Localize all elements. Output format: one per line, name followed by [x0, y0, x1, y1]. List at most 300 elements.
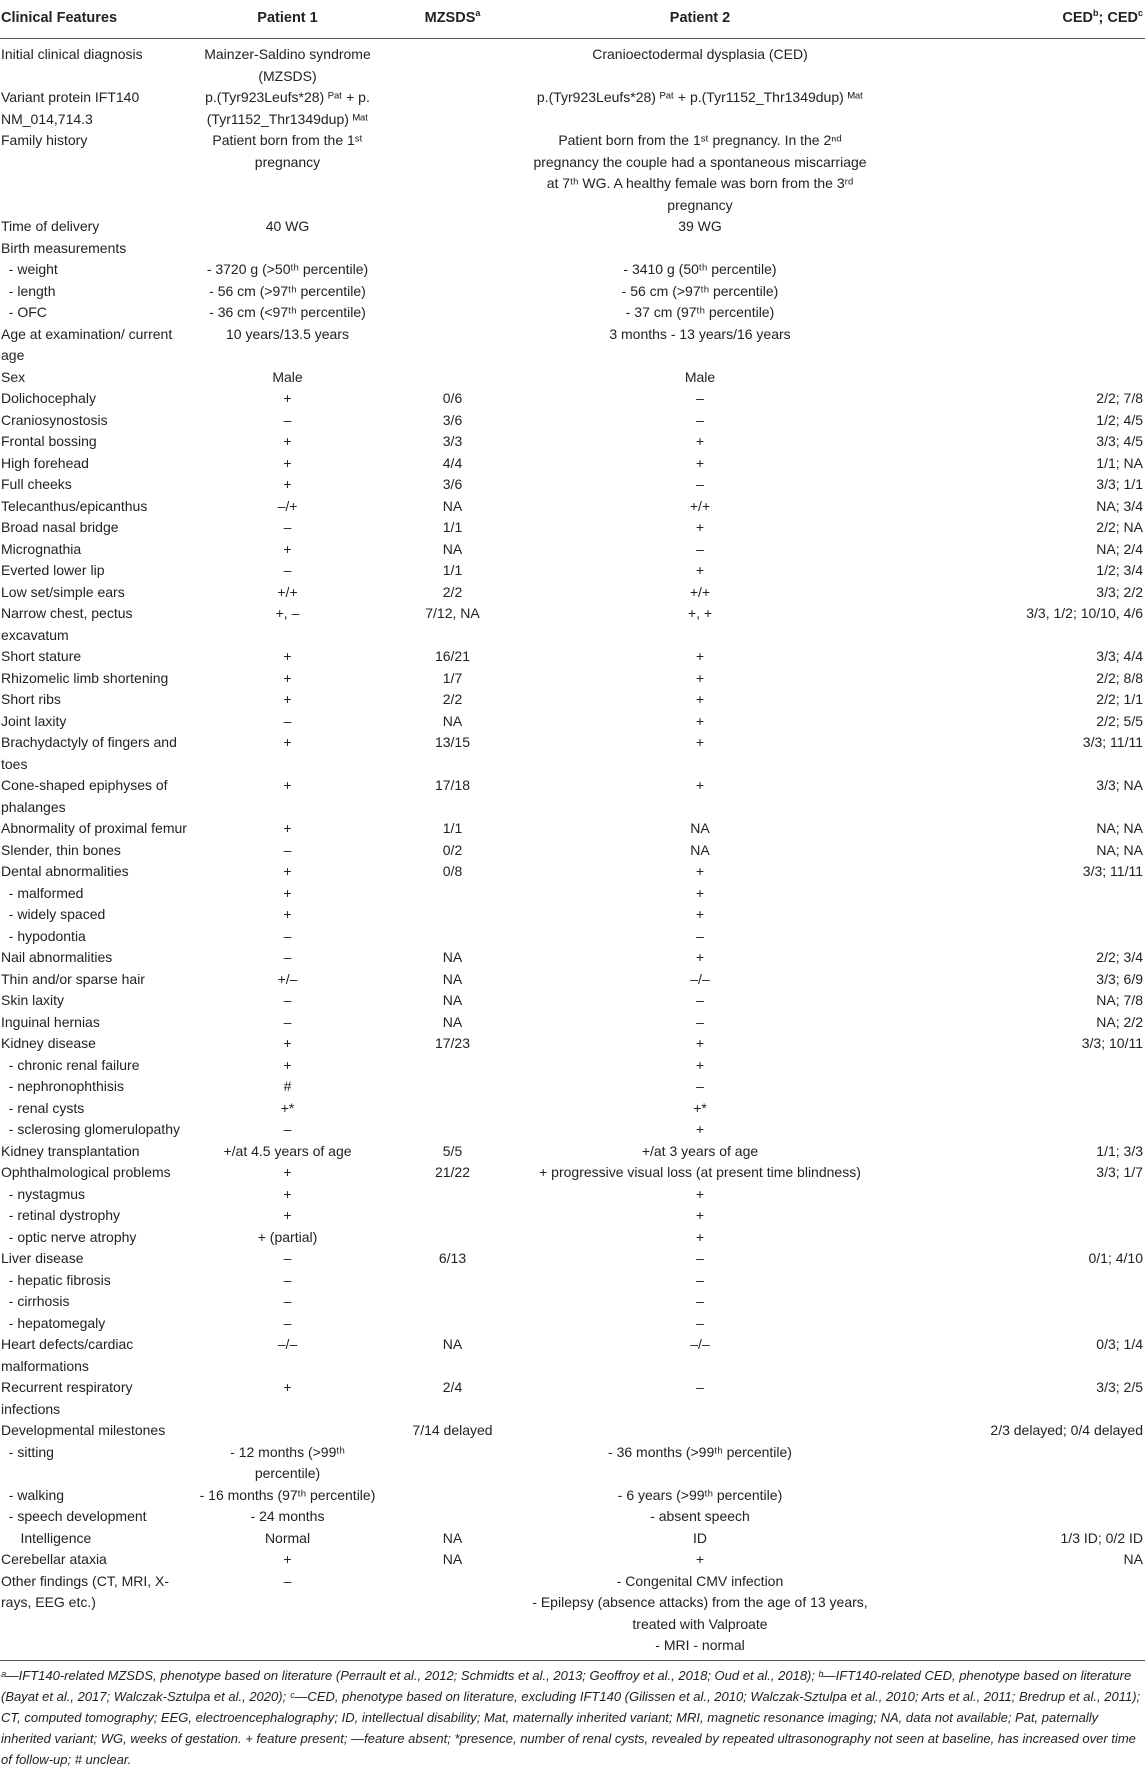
feature-cell: Thin and/or sparse hair: [1, 970, 145, 987]
mzsds-cell: [380, 1119, 525, 1141]
patient-2-cell: +: [695, 1035, 705, 1051]
patient-1-cell: –: [283, 1293, 292, 1309]
ced-cell: [875, 1184, 1145, 1206]
ced-cell: 1/2; 4/5: [1096, 411, 1143, 428]
feature-cell: Time of delivery: [1, 218, 100, 234]
feature-cell: Low set/simple ears: [1, 583, 125, 600]
feature-cell: - walking: [1, 1486, 65, 1503]
table-row: [0, 238, 1145, 260]
patient-1-cell: Normal: [264, 1529, 311, 1546]
ced-cell: [875, 1270, 1145, 1292]
ced-cell: [875, 130, 1145, 216]
patient-1-cell: +: [283, 648, 292, 664]
patient-1-cell: Male: [272, 368, 303, 385]
patient-2-cell: –/–: [690, 970, 710, 987]
patient-2-cell: +: [695, 863, 705, 879]
patient-1-cell: –: [283, 949, 292, 965]
mzsds-cell: 2/4: [442, 1379, 463, 1395]
patient-2-cell: –: [696, 1078, 704, 1094]
patient-2-cell: +: [695, 884, 705, 901]
mzsds-cell: NA: [442, 992, 463, 1008]
patient-1-cell: 10 years/13.5 years: [226, 325, 349, 342]
patient-2-cell: +: [695, 1228, 705, 1245]
ced-cell: [875, 1291, 1145, 1313]
feature-cell: Age at examination/ current age: [1, 325, 177, 363]
feature-cell: Short ribs: [1, 691, 61, 707]
feature-cell: - sitting: [1, 1443, 54, 1460]
header-patient-2: Patient 2: [525, 0, 875, 39]
ced-cell: 0/1; 4/10: [1088, 1250, 1143, 1266]
mzsds-cell: 7/12, NA: [425, 605, 480, 621]
patient-1-cell: +: [283, 734, 292, 750]
feature-cell: Broad nasal bridge: [1, 519, 119, 535]
table-footnote: ᵃ—IFT140-related MZSDS, phenotype based on literature (Perrault et al., 2012; Schmidts et al., 2013; Geoffroy et al., 2018; Oud et al., 2018); ᵇ—IFT140-related CED, phenotype based on literature (Bayat et al., 2017; Walczak-Sztulpa et al., 2020); ᶜ—CED, phenotype based on literature, excluding IFT140 (Gilissen et al., 2010; Walczak-Sztulpa et al., 2010; Arts et al., 2011; Bredrup et al., 2011); CT, computed tomography; EEG, electroencephalography; ID, intellectual disability; Mat, maternally inherited variant; MRI, magnetic resonance imaging; NA, data not available; Pat, paternally inherited variant; WG, weeks of gestation. + feature present; —feature absent; *presence, number of renal cysts, revealed by repeated ultrasonography not seen at baseline, has increased over time of follow-up; # unclear.: [1, 1667, 1141, 1767]
table-row: [0, 539, 1145, 561]
table-row: [0, 453, 1145, 475]
patient-1-cell: +: [283, 1056, 292, 1073]
feature-cell: - cirrhosis: [1, 1293, 70, 1309]
mzsds-cell: [380, 1485, 525, 1507]
mzsds-cell: NA: [442, 970, 463, 987]
patient-2-cell: +: [695, 691, 705, 707]
patient-2-cell: –/–: [690, 1336, 710, 1352]
feature-cell: Initial clinical diagnosis: [1, 46, 143, 62]
table-row: [0, 302, 1145, 324]
patient-2-cell: +*: [693, 1099, 707, 1116]
table-row: [0, 603, 1145, 646]
feature-cell: Everted lower lip: [1, 562, 105, 578]
ced-cell: 3/3; 2/5: [1096, 1379, 1143, 1395]
mzsds-cell: [380, 87, 525, 130]
patient-1-cell: –: [283, 1013, 292, 1030]
table-row: [0, 1442, 1145, 1485]
mzsds-cell: 1/1: [442, 562, 463, 578]
ced-cell: [875, 39, 1145, 88]
table-row: [0, 840, 1145, 862]
feature-cell: Liver disease: [1, 1250, 84, 1266]
ced-cell: 3/3; 10/11: [1081, 1035, 1143, 1051]
mzsds-cell: [380, 1313, 525, 1335]
table-row: [0, 1098, 1145, 1120]
patient-2-cell: [525, 238, 875, 260]
ced-cell: [875, 1098, 1145, 1120]
feature-cell: Intelligence: [1, 1529, 92, 1546]
patient-2-cell: +: [695, 1056, 705, 1073]
table-row: [0, 1205, 1145, 1227]
ced-cell: 2/2; 7/8: [1096, 390, 1143, 406]
header-ced: CED$^b$; CED$^c$: [875, 0, 1145, 39]
feature-cell: - nystagmus: [1, 1185, 86, 1202]
table-row: [0, 1485, 1145, 1507]
header-patient-1: Patient 1: [195, 0, 380, 39]
patient-1-cell: +: [283, 863, 292, 879]
table-row: [0, 861, 1145, 883]
mzsds-cell: 16/21: [434, 648, 471, 664]
feature-cell: Inguinal hernias: [1, 1013, 100, 1030]
patient-2-cell: NA: [690, 820, 710, 836]
patient-1-cell: +: [283, 777, 292, 793]
patient-1-cell: +: [283, 820, 292, 836]
mzsds-cell: [380, 1184, 525, 1206]
feature-cell: Abnormality of proximal femur: [1, 820, 187, 836]
patient-2-cell: - 3410 g (50ᵗʰ percentile): [623, 261, 777, 277]
patient-2-cell: –: [696, 992, 704, 1008]
ced-cell: 3/3; 4/5: [1096, 433, 1143, 449]
patient-1-cell: –: [283, 992, 292, 1008]
feature-cell: - nephronophthisis: [1, 1078, 124, 1094]
patient-1-cell: +: [283, 1185, 292, 1202]
mzsds-cell: NA: [442, 540, 463, 557]
patient-2-cell: p.(Tyr923Leufs*28) ᴾᵃᵗ + p.(Tyr1152_Thr1349dup) ᴹᵃᵗ: [536, 89, 864, 105]
patient-1-cell: –: [283, 519, 292, 535]
feature-cell: - sclerosing glomerulopathy: [1, 1121, 180, 1137]
patient-2-cell: Patient born from the 1ˢᵗ pregnancy. In the 2ⁿᵈ pregnancy the couple had a spontaneous miscarriage at 7ᵗʰ WG. A healthy female was born from the 3ʳᵈ pregnancy: [533, 132, 867, 213]
patient-1-cell: –: [283, 927, 292, 944]
patient-2-cell: 3 months - 13 years/16 years: [609, 325, 791, 342]
patient-1-cell: +: [283, 433, 292, 449]
table-row: [0, 1227, 1145, 1249]
table-row: [0, 560, 1145, 582]
patient-2-cell: +: [695, 1551, 705, 1567]
table-row: [0, 216, 1145, 238]
header-mzsds: MZSDS$^a$: [380, 0, 525, 39]
table-row: [0, 1055, 1145, 1077]
patient-1-cell: –: [283, 562, 292, 578]
table-row: [0, 281, 1145, 303]
feature-cell: - optic nerve atrophy: [1, 1228, 137, 1245]
ced-cell: NA: [1123, 1551, 1143, 1567]
ced-cell: [875, 1442, 1145, 1485]
mzsds-cell: [380, 1227, 525, 1249]
table-header-row: [0, 0, 1145, 39]
patient-1-cell: - 24 months: [250, 1508, 325, 1524]
table-row: [0, 1270, 1145, 1292]
ced-cell: [875, 87, 1145, 130]
mzsds-cell: NA: [442, 1551, 463, 1567]
table-row: [0, 883, 1145, 905]
patient-1-cell: –/–: [277, 1336, 298, 1352]
ced-cell: 2/2; 1/1: [1096, 691, 1143, 707]
ced-cell: [875, 302, 1145, 324]
patient-1-cell: - 3720 g (>50ᵗʰ percentile): [206, 261, 369, 277]
table-row: [0, 1076, 1145, 1098]
ced-cell: [875, 259, 1145, 281]
ced-cell: 3/3; 1/7: [1096, 1164, 1143, 1180]
patient-2-cell: +: [695, 1207, 705, 1223]
feature-cell: Telecanthus/epicanthus: [1, 497, 148, 514]
feature-cell: Developmental milestones: [1, 1422, 166, 1438]
patient-1-cell: –: [283, 1314, 292, 1331]
ced-cell: 2/2; 8/8: [1096, 669, 1143, 686]
mzsds-cell: 1/1: [442, 519, 463, 535]
patient-1-cell: +: [283, 1379, 292, 1395]
mzsds-cell: 6/13: [438, 1250, 467, 1266]
ced-cell: [875, 324, 1145, 367]
patient-2-cell: –: [696, 1013, 704, 1030]
table-row: [0, 1506, 1145, 1528]
mzsds-cell: [380, 259, 525, 281]
mzsds-cell: [380, 1098, 525, 1120]
mzsds-cell: 7/14 delayed: [412, 1422, 493, 1438]
patient-1-cell: + (partial): [257, 1228, 318, 1245]
table-row: [0, 1334, 1145, 1377]
feature-cell: Short stature: [1, 648, 82, 664]
patient-2-cell: Male: [684, 368, 716, 385]
patient-1-cell: +: [283, 1164, 292, 1180]
patient-2-cell: +: [695, 734, 705, 750]
patient-1-cell: –: [283, 1271, 292, 1288]
mzsds-cell: 5/5: [442, 1142, 463, 1159]
mzsds-cell: [380, 281, 525, 303]
table-row: [0, 324, 1145, 367]
table-row: [0, 1377, 1145, 1420]
feature-cell: Nail abnormalities: [1, 949, 113, 965]
patient-2-cell: +: [695, 454, 705, 471]
feature-cell: Recurrent respiratory infections: [1, 1379, 137, 1417]
table-row: [0, 1184, 1145, 1206]
mzsds-cell: [380, 1055, 525, 1077]
table-row: [0, 689, 1145, 711]
table-row: [0, 1528, 1145, 1550]
table-row: [0, 1119, 1145, 1141]
patient-2-cell: +/at 3 years of age: [641, 1142, 759, 1159]
table-row: [0, 1549, 1145, 1571]
ced-cell: [875, 1571, 1145, 1661]
feature-cell: Frontal bossing: [1, 433, 97, 449]
patient-2-cell: –: [696, 411, 704, 428]
feature-cell: - widely spaced: [1, 906, 106, 922]
table-row: [0, 1141, 1145, 1163]
ced-cell: 0/3; 1/4: [1096, 1336, 1143, 1352]
ced-cell: [875, 1055, 1145, 1077]
ced-cell: 1/1; NA: [1096, 454, 1143, 471]
mzsds-cell: 0/8: [442, 863, 463, 879]
ced-cell: 3/3; 6/9: [1096, 970, 1143, 987]
feature-cell: - weight: [1, 261, 58, 277]
patient-2-cell: +/+: [689, 583, 711, 600]
feature-cell: Micrognathia: [1, 540, 82, 557]
patient-2-cell: + progressive visual loss (at present time blindness): [539, 1164, 861, 1180]
mzsds-cell: 13/15: [434, 734, 471, 750]
patient-1-cell: +: [283, 454, 292, 471]
ced-cell: 3/3, 1/2; 10/10, 4/6: [1026, 605, 1143, 621]
patient-2-cell: +: [695, 562, 705, 578]
mzsds-cell: 3/6: [442, 476, 463, 492]
mzsds-cell: 17/18: [434, 777, 471, 793]
patient-1-cell: Mainzer-Saldino syndrome (MZSDS): [204, 46, 371, 84]
mzsds-cell: [380, 1291, 525, 1313]
patient-1-cell: +: [283, 390, 292, 406]
table-row: [0, 1291, 1145, 1313]
patient-1-cell: +: [283, 906, 292, 922]
feature-cell: Ophthalmological problems: [1, 1164, 171, 1180]
table-row: [0, 87, 1145, 130]
table-row: [0, 1313, 1145, 1335]
feature-cell: - speech development: [1, 1508, 147, 1524]
feature-cell: - chronic renal failure: [1, 1056, 140, 1073]
feature-cell: - malformed: [1, 884, 84, 901]
ced-cell: NA; 7/8: [1096, 992, 1143, 1008]
patient-2-cell: +/+: [689, 497, 711, 514]
ced-cell: [875, 238, 1145, 260]
table-row: [0, 1012, 1145, 1034]
mzsds-cell: [380, 367, 525, 389]
patient-2-cell: - 36 months (>99ᵗʰ percentile): [608, 1443, 792, 1460]
feature-cell: - renal cysts: [1, 1099, 85, 1116]
patient-2-cell: - absent speech: [650, 1508, 750, 1524]
mzsds-cell: [380, 216, 525, 238]
mzsds-cell: 0/6: [442, 390, 463, 406]
patient-2-cell: - 37 cm (97ᵗʰ percentile): [625, 304, 775, 320]
patient-1-cell: +: [283, 884, 292, 901]
patient-2-cell: +: [695, 433, 705, 449]
table-row: [0, 668, 1145, 690]
patient-2-cell: –: [696, 1379, 704, 1395]
patient-2-cell: +, +: [687, 605, 713, 621]
table-row: [0, 818, 1145, 840]
patient-1-cell: +: [283, 1551, 292, 1567]
patient-2-cell: - 6 years (>99ᵗʰ percentile): [617, 1486, 783, 1503]
mzsds-cell: [380, 1270, 525, 1292]
table-row: [0, 431, 1145, 453]
patient-1-cell: +: [283, 691, 292, 707]
patient-1-cell: –: [283, 841, 292, 858]
ced-cell: [875, 1313, 1145, 1335]
feature-cell: Full cheeks: [1, 476, 72, 492]
patient-2-cell: Cranioectodermal dysplasia (CED): [592, 46, 808, 62]
ced-cell: [875, 1119, 1145, 1141]
ced-cell: 2/3 delayed; 0/4 delayed: [990, 1422, 1143, 1438]
patient-1-cell: - 36 cm (<97ᵗʰ percentile): [209, 304, 366, 320]
ced-cell: [875, 367, 1145, 389]
ced-cell: 3/3; NA: [1096, 777, 1143, 793]
table-row: [0, 990, 1145, 1012]
ced-cell: 3/3; 4/4: [1096, 648, 1143, 664]
patient-1-cell: 40 WG: [265, 218, 310, 234]
patient-1-cell: Patient born from the 1ˢᵗ pregnancy: [212, 132, 363, 170]
ced-cell: [875, 1076, 1145, 1098]
feature-cell: Other findings (CT, MRI, X-rays, EEG etc.): [0, 1571, 195, 1661]
patient-2-cell: –: [696, 390, 704, 406]
table-row: [0, 947, 1145, 969]
table-row: [0, 1248, 1145, 1270]
ced-cell: 3/3; 11/11: [1082, 863, 1143, 879]
feature-cell: Joint laxity: [1, 712, 67, 729]
patient-2-cell: –: [696, 1250, 704, 1266]
mzsds-cell: 3/3: [442, 433, 463, 449]
mzsds-cell: NA: [442, 712, 463, 729]
patient-2-cell: +: [695, 1185, 705, 1202]
table-row: [0, 39, 1145, 88]
feature-cell: - hypodontia: [1, 927, 86, 944]
patient-1-cell: - 12 months (>99ᵗʰ percentile): [230, 1443, 345, 1481]
table-row: [0, 646, 1145, 668]
mzsds-cell: 0/2: [442, 841, 463, 858]
feature-cell: Dental abnormalities: [1, 863, 129, 879]
patient-1-cell: +*: [280, 1099, 295, 1116]
patient-1-cell: +: [283, 1035, 292, 1051]
feature-cell: Slender, thin bones: [1, 841, 121, 858]
feature-cell: - length: [1, 282, 56, 299]
ced-cell: 3/3; 11/11: [1082, 734, 1143, 750]
table-row: [0, 1571, 1145, 1661]
patient-2-cell: +: [695, 669, 705, 686]
feature-cell: Cone-shaped epiphyses of phalanges: [1, 777, 172, 815]
ced-cell: 2/2; 3/4: [1096, 949, 1143, 965]
feature-cell: High forehead: [1, 454, 89, 471]
ced-cell: [875, 1227, 1145, 1249]
table-row: [0, 926, 1145, 948]
patient-1-cell: –: [283, 1250, 292, 1266]
mzsds-cell: [380, 1442, 525, 1485]
patient-1-cell: –/+: [277, 497, 298, 514]
ced-cell: [875, 926, 1145, 948]
feature-cell: Dolichocephaly: [1, 390, 96, 406]
feature-cell: Heart defects/cardiac malformations: [1, 1336, 138, 1374]
patient-1-cell: +/at 4.5 years of age: [223, 1142, 352, 1159]
ced-cell: NA; NA: [1096, 820, 1143, 836]
patient-2-cell: 39 WG: [678, 218, 722, 234]
ced-cell: NA; 3/4: [1096, 497, 1143, 514]
table-row: [0, 582, 1145, 604]
ced-cell: 2/2; NA: [1096, 519, 1143, 535]
patient-2-cell: [525, 1420, 875, 1442]
patient-1-cell: +/+: [277, 583, 298, 600]
patient-1-cell: +, –: [275, 605, 300, 621]
table-row: [0, 1162, 1145, 1184]
table-row: [0, 130, 1145, 216]
feature-cell: Kidney disease: [1, 1035, 96, 1051]
ced-cell: NA; 2/2: [1096, 1013, 1143, 1030]
patient-2-cell: - Congenital CMV infection - Epilepsy (absence attacks) from the age of 13 years, treated with Valproate - MRI - normal: [525, 1571, 875, 1661]
ced-cell: 3/3; 2/2: [1096, 583, 1143, 600]
table-row: [0, 1033, 1145, 1055]
mzsds-cell: 4/4: [442, 454, 463, 471]
ced-cell: [875, 883, 1145, 905]
patient-1-cell: +/–: [277, 970, 298, 987]
feature-cell: Kidney transplantation: [1, 1142, 140, 1159]
patient-1-cell: +: [283, 669, 292, 686]
mzsds-cell: NA: [442, 1529, 463, 1546]
feature-cell: Craniosynostosis: [1, 411, 108, 428]
table-row: [0, 711, 1145, 733]
patient-1-cell: #: [283, 1078, 292, 1094]
ced-cell: 3/3; 1/1: [1096, 476, 1143, 492]
patient-2-cell: –: [696, 927, 704, 944]
patient-1-cell: [195, 238, 380, 260]
mzsds-cell: [380, 883, 525, 905]
patient-2-cell: +: [695, 1121, 705, 1137]
ced-cell: 1/3 ID; 0/2 ID: [1060, 1529, 1143, 1546]
table-row: [0, 496, 1145, 518]
feature-cell: - retinal dystrophy: [1, 1207, 121, 1223]
ced-cell: [875, 1506, 1145, 1528]
mzsds-cell: [380, 238, 525, 260]
table-row: [0, 517, 1145, 539]
patient-1-cell: +: [283, 476, 292, 492]
feature-cell: Skin laxity: [1, 992, 65, 1008]
feature-cell: Birth measurements: [1, 239, 127, 256]
patient-1-cell: - 16 months (97ᵗʰ percentile): [199, 1486, 376, 1503]
mzsds-cell: 1/1: [442, 820, 463, 836]
feature-cell: Variant protein IFT140 NM_014,714.3: [1, 89, 144, 127]
mzsds-cell: 2/2: [442, 583, 463, 600]
mzsds-cell: [380, 1506, 525, 1528]
patient-2-cell: +: [695, 712, 705, 729]
ced-cell: [875, 281, 1145, 303]
feature-cell: Rhizomelic limb shortening: [1, 669, 169, 686]
feature-cell: Brachydactyly of fingers and toes: [1, 734, 181, 772]
